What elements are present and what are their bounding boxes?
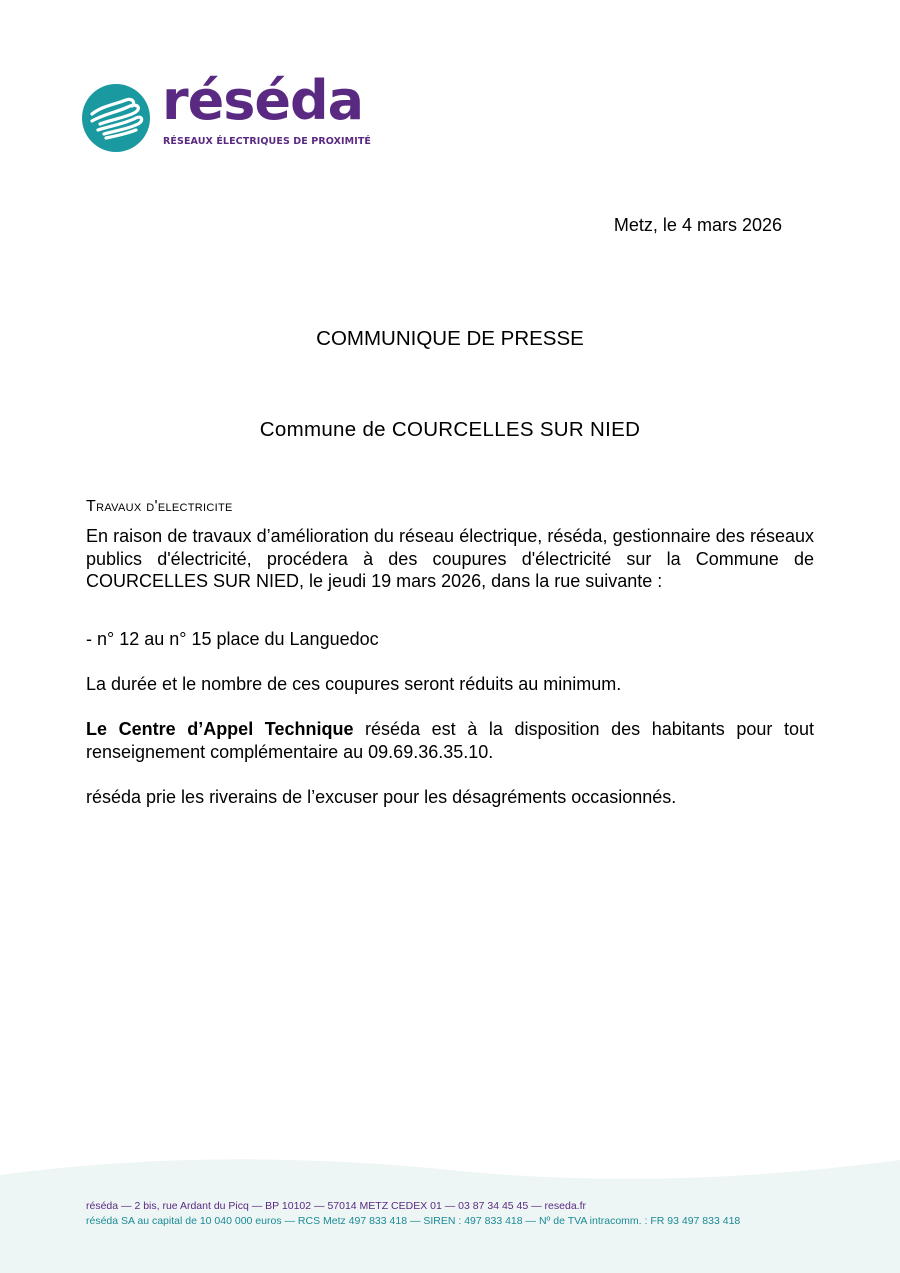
reseda-logo-icon xyxy=(82,84,150,152)
logo-wordmark: réséda xyxy=(162,69,364,132)
address-item: - n° 12 au n° 15 place du Languedoc xyxy=(86,629,379,649)
commune-subtitle: Commune de COURCELLES SUR NIED xyxy=(259,418,641,441)
contact-paragraph xyxy=(86,718,814,763)
logo-tagline: RÉSEAUX ÉLECTRIQUES DE PROXIMITÉ xyxy=(163,136,372,147)
letter-date: Metz, le 4 mars 2026 xyxy=(613,215,782,235)
section-label: Travaux d'electricite xyxy=(86,498,233,515)
contact-center-name: Le Centre d’Appel Technique xyxy=(86,719,354,739)
duration-paragraph: La durée et le nombre de ces coupures seront réduits au minimum. xyxy=(86,674,622,694)
footer-address: réséda — 2 bis, rue Ardant du Picq — BP 10102 — 57014 METZ CEDEX 01 — 03 87 34 45 45 — reseda.fr xyxy=(86,1200,586,1212)
intro-paragraph: En raison de travaux d’amélioration du réseau électrique, réséda, gestionnaire des réseaux publics d'électricité, procédera à des coupures d'électricité sur la Commune de COURCELLES SUR NIED, le jeudi 19 mars 2026, dans la rue suivante : xyxy=(86,526,814,591)
apology-paragraph: réséda prie les riverains de l’excuser pour les désagréments occasionnés. xyxy=(86,787,677,807)
company-logo xyxy=(82,69,372,154)
footer-legal: réséda SA au capital de 10 040 000 euros — RCS Metz 497 833 418 — SIREN : 497 833 418 — Nº de TVA intracomm. : FR 93 497 833 418 xyxy=(86,1215,741,1227)
press-release-title: COMMUNIQUE DE PRESSE xyxy=(316,327,584,350)
contact-details: réséda est à la disposition des habitants pour tout renseignement complémentaire au 09.69.36.35.10. xyxy=(86,719,814,762)
